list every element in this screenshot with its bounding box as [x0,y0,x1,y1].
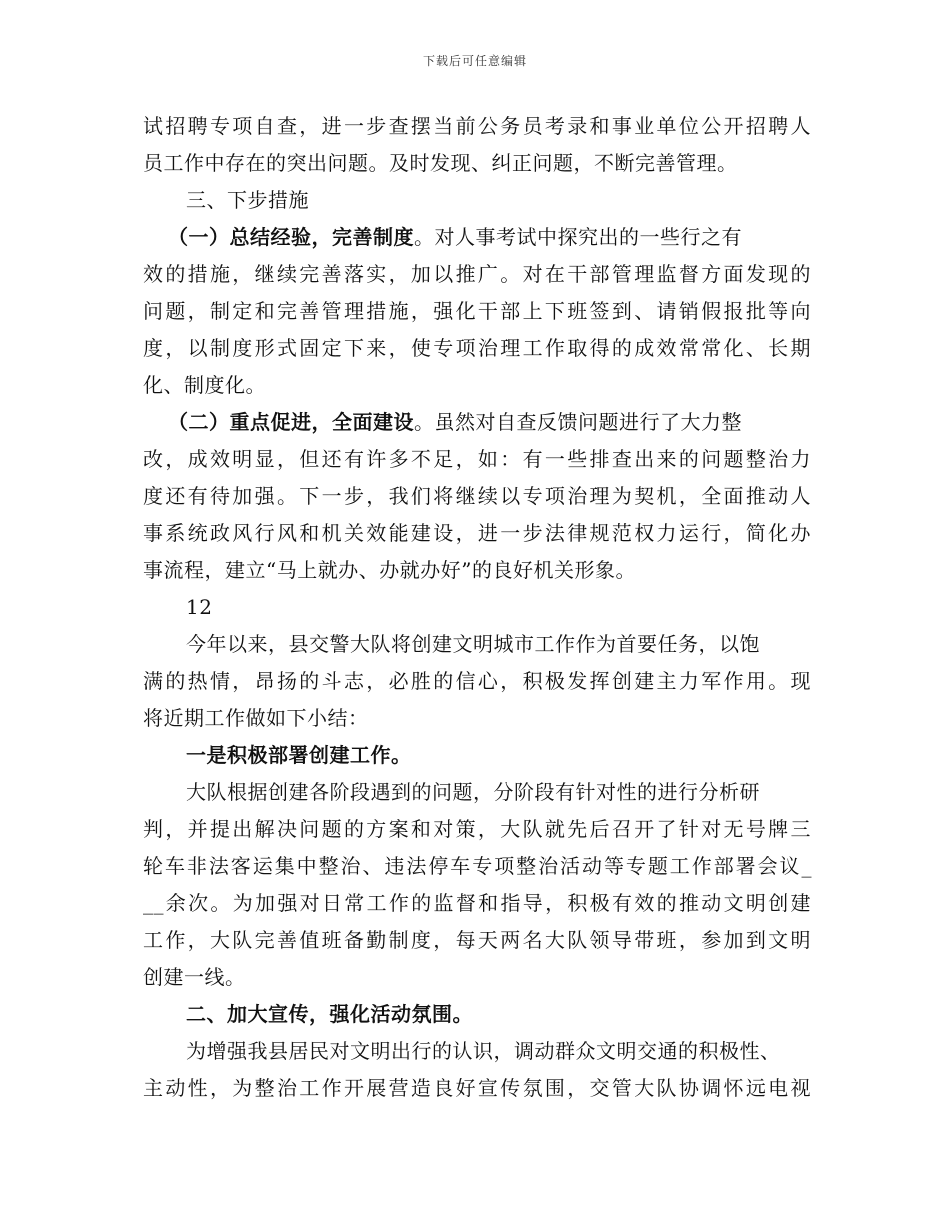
section-heading: 三、下步措施 [186,188,309,212]
paragraph-line: 度还有待加强。下一步，我们将继续以专项治理为契机，全面推动人 [143,484,811,508]
paragraph-line: 主动性，为整治工作开展营造良好宣传氛围，交管大队协调怀远电视 [143,1076,811,1100]
paragraph-line: 事系统政风行风和机关效能建设，进一步法律规范权力运行，简化办 [143,521,811,545]
paragraph-line: 工作，大队完善值班备勤制度，每天两名大队领导带班，参加到文明 [143,928,811,952]
paragraph-line: 判，并提出解决问题的方案和对策，大队就先后召开了针对无号牌三 [143,817,811,841]
subheading-bold: （二）重点促进，全面建设 [168,410,414,434]
paragraph-line: 大队根据创建各阶段遇到的问题，分阶段有针对性的进行分析研 [186,780,760,804]
section-number: 12 [186,595,213,619]
paragraph-line: 今年以来，县交警大队将创建文明城市工作作为首要任务，以饱 [186,632,760,656]
paragraph-line: 为增强我县居民对文明出行的认识，调动群众文明交通的积极性、 [186,1039,781,1063]
paragraph-text: 。虽然对自查反馈问题进行了大力整 [414,410,742,434]
paragraph-line: __余次。为加强对日常工作的监督和指导，积极有效的推动文明创建 [143,891,811,915]
paragraph-line: 问题，制定和完善管理措施，强化干部上下班签到、请销假报批等向 [143,299,811,323]
section-heading [143,737,811,774]
paragraph-line: 化、制度化。 [143,373,266,397]
subheading-bold: （一）总结经验，完善制度 [168,225,414,249]
heading-bold: 一是积极部署创建工作。 [186,743,412,767]
paragraph-line: 效的措施，继续完善落实，加以推广。对在干部管理监督方面发现的 [143,262,811,286]
paragraph-line: 改，成效明显，但还有许多不足，如：有一些排查出来的问题整治力 [143,447,811,471]
paragraph-line: 试招聘专项自查，进一步查摆当前公务员考录和事业单位公开招聘人 [143,114,811,138]
paragraph-line: 员工作中存在的突出问题。及时发现、纠正问题，不断完善管理。 [143,151,738,175]
paragraph-line: 将近期工作做如下小结： [143,706,369,730]
paragraph-text: 。对人事考试中探究出的一些行之有 [414,225,742,249]
paragraph-line: 度，以制度形式固定下来，使专项治理工作取得的成效常常化、长期 [143,336,811,360]
paragraph-line: 轮车非法客运集中整治、违法停车专项整治活动等专题工作部署会议_ [143,854,811,878]
paragraph-line: 事流程，建立“马上就办、办就办好”的良好机关形象。 [143,558,636,582]
paragraph-line [143,219,811,256]
section-heading [143,996,811,1033]
paragraph-line: 创建一线。 [143,965,246,989]
document-body [143,108,811,1107]
page-header-note: 下载后可任意编辑 [422,54,527,68]
paragraph-line [143,404,811,441]
heading-bold: 二、加大宣传，强化活动氛围。 [186,1002,473,1026]
paragraph-line: 满的热情，昂扬的斗志，必胜的信心，积极发挥创建主力军作用。现 [143,669,811,693]
